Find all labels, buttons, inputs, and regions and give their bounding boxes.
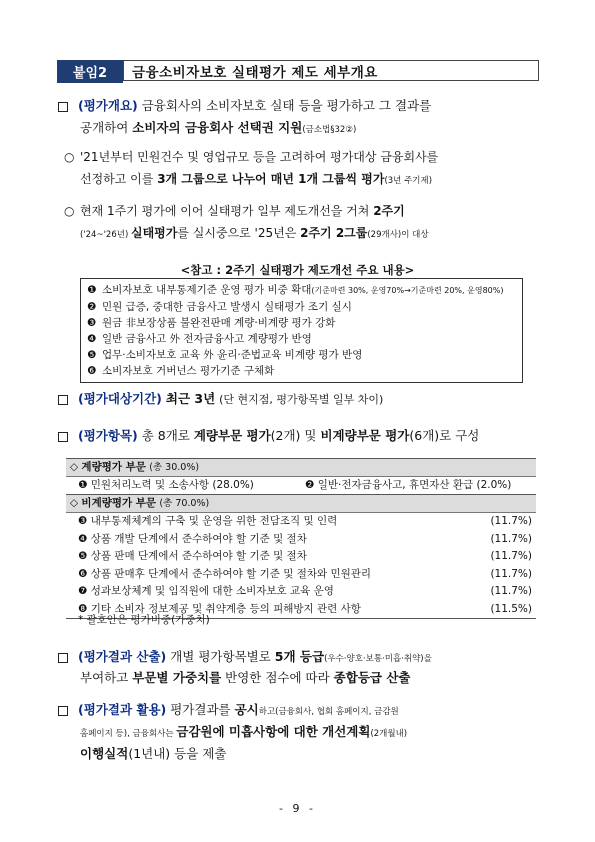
calc-text-c: (우수·양호·보통·미흡·취약)을 — [324, 654, 432, 664]
item-weight: (11.7%) — [490, 567, 532, 580]
overview-line2 — [80, 117, 356, 141]
use-text-c: 하고(금융회사, 협회 — [258, 707, 334, 717]
item-number: ❻ — [78, 567, 88, 580]
item-number: ❶ — [87, 284, 97, 296]
table-row — [66, 477, 536, 494]
calc2-text-b: 부문별 가중치를 — [132, 670, 222, 685]
square-bullet-icon — [58, 432, 68, 442]
item-name: 기타 소비자 정보제공 및 취약계층 등의 피해방지 관련 사항 — [90, 602, 361, 615]
item-weight: (11.7%) — [490, 550, 532, 562]
result-use-line2 — [80, 721, 407, 745]
group-weight: (총 70.0%) — [159, 498, 210, 509]
item-text: 소비자보호 거버넌스 평가기준 구체화 — [102, 365, 275, 377]
overview-keyword: (평가개요) — [78, 98, 138, 113]
table-row — [66, 566, 536, 584]
result-use-line1 — [78, 699, 399, 723]
use-text-d: 홈페이지, 금감원 — [333, 707, 399, 717]
item-name: 내부통제체계의 구축 및 운영을 위한 전담조직 및 인력 — [90, 515, 338, 527]
calc2-text-a: 부여하고 — [80, 670, 133, 685]
item-number: ❷ — [305, 479, 315, 491]
sub2-text-e: (29개사)이 대상 — [367, 230, 429, 240]
item-weight: (11.7%) — [490, 515, 532, 527]
item-name: 상품 개발 단계에서 준수하여야 할 기준 및 절차 — [90, 532, 307, 545]
item-number: ❹ — [87, 333, 97, 345]
diamond-icon: ◇ — [70, 461, 79, 473]
square-bullet-icon — [58, 395, 68, 405]
items-text-b: 계량부문 평가 — [193, 428, 271, 443]
table-row — [66, 531, 536, 549]
items-text-c: (2개) 및 — [270, 428, 321, 443]
period-keyword: (평가대상기간) — [78, 391, 162, 406]
table-cell — [305, 477, 532, 494]
square-bullet-icon — [58, 653, 68, 663]
result-calc-keyword: (평가결과 산출) — [78, 649, 167, 664]
items-text-e: (6개)로 구성 — [409, 428, 480, 443]
calc-text-a: 개별 평가항목별로 — [170, 649, 275, 664]
reference-item — [87, 363, 516, 379]
overview-text-a: 공개하여 — [80, 120, 133, 135]
sub2-text-b: 2주기 — [373, 204, 405, 218]
use-text-b: 공시 — [234, 702, 259, 717]
overview-line1 — [78, 95, 431, 116]
sub1-text-c: (3년 주기제) — [384, 176, 433, 186]
group-label: 비계량평가 부문 — [81, 497, 157, 509]
item-number: ❸ — [78, 515, 88, 527]
overview-sub1-line2 — [80, 169, 432, 192]
sub2-text-a: 현재 1주기 평가에 이어 실태평가 일부 제도개선을 거쳐 — [80, 204, 374, 218]
table-row — [66, 513, 536, 531]
sub2-text-b: 실태평가 — [130, 226, 178, 240]
sub1-text-b: 3개 그룹으로 나누어 매년 1개 그룹씩 평가 — [157, 172, 385, 186]
item-text: 업무·소비자보호 교육 外 윤리·준법교육 비계량 평가 반영 — [102, 349, 363, 361]
table-note: * 괄호안은 평가비중(가중치) — [78, 614, 210, 626]
item-number: ❶ — [78, 479, 88, 491]
item-number: ❹ — [78, 532, 88, 545]
items-text-d: 비계량부문 평가 — [320, 428, 410, 443]
use2-text-a: 홈페이지 등), 금융회사는 — [80, 729, 177, 739]
item-name: 성과보상체계 및 임직원에 대한 소비자보호 교육 운영 — [90, 585, 334, 597]
period-note: (단 현지점, 평가항목별 일부 차이) — [219, 393, 384, 406]
group-label: 계량평가 부문 — [81, 461, 146, 473]
item-weight: (11.7%) — [490, 585, 532, 597]
diamond-icon: ◇ — [70, 497, 79, 509]
item-weight: (2.0%) — [476, 479, 512, 491]
item-number: ❽ — [78, 602, 88, 615]
reference-title: <참고 : 2주기 실태평가 제도개선 주요 내용> — [180, 263, 415, 277]
reference-box — [80, 278, 523, 383]
sub-marker-icon: ○ — [64, 150, 75, 164]
period-line — [78, 388, 383, 410]
result-calc-line2 — [80, 667, 410, 688]
reference-item — [87, 347, 516, 363]
table-row — [66, 548, 536, 566]
items-keyword: (평가항목) — [78, 428, 138, 443]
items-line — [78, 425, 479, 446]
result-use-keyword: (평가결과 활용) — [78, 702, 167, 717]
evaluation-table — [66, 458, 536, 619]
calc2-text-d: 종합등급 산출 — [333, 670, 411, 685]
item-name: 상품 판매 단계에서 준수하여야 할 기준 및 절차 — [90, 550, 307, 562]
overview-sub2-line2 — [80, 223, 429, 246]
overview-text-b: 소비자의 금융회사 선택권 지원 — [132, 120, 303, 135]
reference-item — [87, 331, 516, 347]
page-title: 금융소비자보호 실태평가 제도 세부개요 — [123, 60, 539, 81]
overview-text: 금융회사의 소비자보호 실태 등을 평가하고 그 결과를 — [141, 98, 432, 113]
calc-text-b: 5개 등급 — [274, 649, 325, 664]
reference-item — [87, 315, 516, 331]
item-number: ❻ — [87, 365, 97, 377]
item-name: 상품 판매후 단계에서 준수하여야 할 기준 및 절차와 민원관리 — [90, 567, 372, 580]
item-text: 소비자보호 내부통제기준 운영 평가 비중 확대 — [102, 284, 312, 296]
item-number: ❸ — [87, 317, 97, 329]
item-weight: (11.7%) — [490, 532, 532, 545]
item-number: ❼ — [78, 585, 88, 597]
table-cell — [78, 477, 305, 494]
use-text-a: 평가결과를 — [170, 702, 235, 717]
item-weight: (11.5%) — [490, 602, 532, 615]
item-text: 원금 非보장상품 불완전판매 계량·비계량 평가 강화 — [102, 317, 336, 329]
overview-sub1-line1: '21년부터 민원건수 및 영업규모 등을 고려하여 평가대상 금융회사를 — [80, 150, 439, 164]
page-number: - 9 - — [279, 802, 316, 815]
sub2-text-d: 2주기 2그룹 — [300, 226, 368, 240]
item-text: 일반 금융사고 外 전자금융사고 계량평가 반영 — [102, 333, 312, 345]
use3-text-a: 이행실적 — [80, 746, 129, 761]
overview-sub2-line1 — [80, 201, 405, 222]
sub-marker-icon: ○ — [64, 204, 75, 218]
calc2-text-c: 반영한 점수에 따라 — [221, 670, 334, 685]
use3-text-b: (1년내) 등을 제출 — [128, 746, 227, 761]
use2-text-c: (2개월내) — [370, 729, 408, 739]
group-header-qualitative — [66, 494, 536, 513]
sub2-text-c: 를 실시중으로 '25년은 — [177, 226, 301, 240]
items-text-a: 총 8개로 — [141, 428, 194, 443]
item-text: 민원 급증, 중대한 금융사고 발생시 실태평가 조기 실시 — [102, 301, 352, 313]
item-note: (기준마련 30%, 운영70%→기준마련 20%, 운영80%) — [311, 286, 504, 295]
period-text: 최근 3년 — [165, 391, 216, 406]
use2-text-b: 금감원에 미흡사항에 대한 개선계획 — [176, 724, 371, 739]
sub1-text-a: 선정하고 이를 — [80, 172, 158, 186]
item-number: ❺ — [87, 349, 97, 361]
overview-law-ref: (금소법§32②) — [302, 125, 357, 135]
item-name: 민원처리노력 및 소송사항 — [90, 479, 210, 491]
table-row — [66, 583, 536, 601]
sub2-period: ('24~'26년) — [80, 230, 131, 240]
reference-item — [87, 282, 516, 299]
item-weight: (28.0%) — [212, 479, 254, 491]
square-bullet-icon — [58, 706, 68, 716]
reference-item — [87, 299, 516, 315]
group-weight: (총 30.0%) — [149, 462, 200, 473]
group-header-quantitative — [66, 458, 536, 477]
square-bullet-icon — [58, 102, 68, 112]
item-number: ❺ — [78, 550, 88, 562]
result-use-line3 — [80, 743, 226, 764]
header-tag: 붙임2 — [57, 60, 123, 83]
item-number: ❷ — [87, 301, 97, 313]
item-name: 일반·전자금융사고, 휴면자산 환급 — [317, 479, 474, 491]
